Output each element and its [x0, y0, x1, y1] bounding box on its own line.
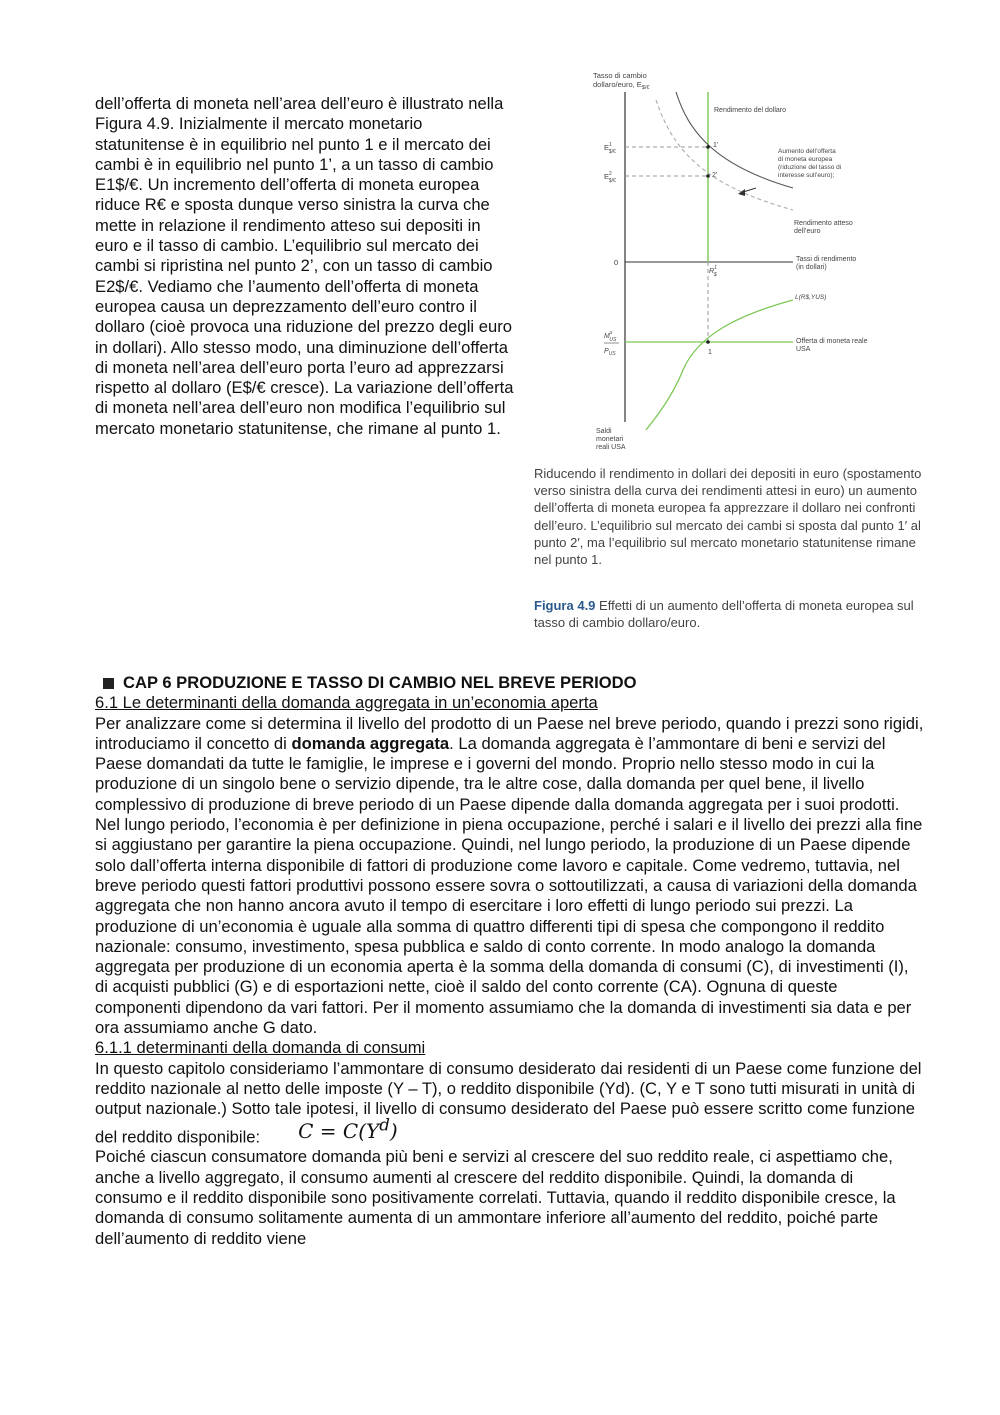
ms-label-sup: s	[609, 330, 613, 336]
label-tassi-2: (in dollari)	[796, 264, 827, 271]
chapter-section	[95, 673, 925, 1249]
label-aumento-1: Aumento dell’offerta	[778, 148, 836, 155]
e2-label-main: E	[604, 172, 610, 181]
e2-label-sup: 2	[609, 171, 612, 177]
label-aumento-2: di moneta europea	[778, 156, 833, 163]
label-saldi-2: monetari	[596, 436, 624, 443]
section-6-1-1-title: 6.1.1 determinanti della domanda di consumi	[95, 1038, 426, 1058]
label-saldi-3: reali USA	[596, 444, 626, 451]
consumption-formula	[298, 1115, 398, 1144]
formula-main: C = C(Y	[298, 1119, 380, 1144]
e2-label	[604, 171, 616, 184]
y-axis-label-1: Tasso di cambio	[593, 71, 647, 80]
label-offerta-2: USA	[796, 346, 811, 353]
figure-diagram	[588, 70, 928, 460]
e2-label-sub: $/€	[608, 178, 616, 184]
point-1-prime	[706, 145, 710, 149]
section-6-1-bold: domanda aggregata	[291, 733, 450, 753]
y-axis-label-2-main: dollaro/euro, E	[593, 80, 642, 89]
point-1	[706, 340, 710, 344]
e1-label-main: E	[604, 143, 610, 152]
chapter-title: CAP 6 PRODUZIONE E TASSO DI CAMBIO NEL BREVE PERIODO	[123, 673, 637, 692]
figure-caption: Riducendo il rendimento in dollari dei depositi in euro (spostamento verso sinistra della curva dei rendimenti attesi in euro) un aumento dell’offerta di moneta europea fa apprezzare il dollaro nei confronti dell’euro. L’equilibrio sul mercato dei cambi si sposta dal punto 1′ al punto 2′, ma l’equilibrio sul mercato monetario statunitense rimane nel punto 1.	[534, 466, 922, 568]
figure-title	[534, 597, 934, 631]
euro-return-curve-shifted	[656, 100, 793, 210]
label-offerta-1: Offerta di moneta reale	[796, 338, 868, 345]
e1-label	[604, 142, 616, 155]
formula-end: )	[389, 1119, 398, 1144]
section-6-1-body	[95, 714, 925, 1039]
rs-label-sup: 1	[714, 265, 717, 271]
rs-label	[709, 265, 717, 278]
formula-sup: d	[379, 1115, 390, 1135]
label-aumento-3: (riduzione del tasso di	[778, 164, 842, 171]
zero-label: 0	[614, 258, 619, 267]
y-axis-label-2-sub: $/€	[641, 85, 650, 91]
label-rendimento-dollaro: Rendimento del dollaro	[714, 107, 786, 114]
left-paragraph: dell’offerta di moneta nell’area dell’euro è illustrato nella Figura 4.9. Inizialmente il mercato monetario statunitense è in equilibrio nel punto 1 e il mercato dei cambi è in equilibrio nel punto 1’, a un tasso di cambio E1$/€. Un incremento dell’offerta di moneta europea riduce R€ e sposta dunque verso sinistra la curva che mette in relazione il rendimento atteso sui depositi in euro e il tasso di cambio. L’equilibrio sul mercato dei cambi si ripristina nel punto 2’, con un tasso di cambio E2$/€. Vediamo che l’aumento dell’offerta di moneta europea causa un deprezzamento dell’euro contro il dollaro (cioè provoca una riduzione del prezzo degli euro in dollari). Allo stesso modo, una diminuzione dell’offerta di moneta nell’area dell’euro porta l’euro ad apprezzarsi rispetto al dollaro (E$/€ cresce). La variazione dell’offerta di moneta nell’area dell’euro non modifica l’equilibrio sul mercato monetario statunitense, che rimane al punto 1.	[95, 94, 514, 438]
p-label-sub: US	[608, 351, 616, 357]
point-1-prime-label: 1’	[713, 142, 719, 149]
p-label-main: P	[604, 348, 609, 355]
left-column-text	[95, 94, 515, 439]
point-1-label: 1	[708, 349, 712, 356]
label-tassi-1: Tassi di rendimento	[796, 256, 857, 263]
section-6-1-1-body	[95, 1059, 925, 1148]
point-2-prime	[706, 174, 710, 178]
label-rend-euro-2: dell’euro	[794, 228, 821, 235]
p-label	[604, 348, 616, 357]
e1-label-sub: $/€	[608, 149, 616, 155]
shift-arrow-head	[738, 189, 745, 196]
point-2-prime-label: 2’	[712, 172, 718, 179]
label-aumento-4: interesse sull’euro);	[778, 172, 835, 179]
section-6-1-1-text: In questo capitolo consideriamo l’ammontare di consumo desiderato dai residenti di un Paese come funzione del reddito nazionale al netto delle imposte (Y – T), o reddito disponibile (Yd). (C, Y e T sono tutti misurati in unità di output nazionale.) Sotto tale ipotesi, il livello di consumo desiderato del Paese può essere scritto come funzione del reddito disponibile:	[95, 1058, 922, 1147]
ms-label-sub: US	[609, 337, 617, 343]
label-rend-euro-1: Rendimento atteso	[794, 220, 853, 227]
rs-label-sub: $	[713, 272, 717, 278]
figure-title-text: Effetti di un aumento dell’offerta di moneta europea sul tasso di cambio dollaro/euro.	[534, 598, 914, 631]
figure-number: Figura 4.9	[534, 598, 596, 613]
rs-label-main: R	[709, 268, 715, 275]
e1-label-sup: 1	[609, 142, 612, 148]
bullet-square-icon	[103, 678, 114, 689]
ms-label-main: M	[604, 333, 610, 340]
chapter-title-row	[95, 673, 925, 693]
section-6-1-1-body-2: Poiché ciascun consumatore domanda più beni e servizi al crescere del suo reddito reale, ci aspettiamo che, anche a livello aggregato, il consumo aumenti al crescere del reddito disponibile. Quindi, la domanda di consumo e il reddito disponibile sono positivamente correlati. Tuttavia, quando il reddito disponibile cresce, la domanda di consumo solitamente aumenta di un ammontare inferiore all’aumento del reddito, poiché parte dell’aumento di reddito viene	[95, 1147, 896, 1248]
section-6-1-text-a: Per analizzare come si determina il livello del prodotto di un Paese nel breve periodo, quando i prezzi sono rigidi, introduciamo il concetto di	[95, 713, 924, 753]
y-axis-label-2	[593, 80, 649, 91]
label-saldi-1: Saldi	[596, 428, 612, 435]
section-6-1-title: 6.1 Le determinanti della domanda aggregata in un’economia aperta	[95, 693, 598, 713]
section-6-1-text-b: . La domanda aggregata è l’ammontare di beni e servizi del Paese domandati da tutte le famiglie, le imprese e i governi del mondo. Proprio nello stesso modo in cui la produzione di un singolo bene o servizio dipende, tra le altre cose, dalla domanda per quel bene, il livello complessivo di produzione di breve periodo di un Paese dipende dalla domanda aggregata per i suoi prodotti. Nel lungo periodo, l’economia è per definizione in piena occupazione, perché i salari e il livello dei prezzi alla fine si aggiustano per garantire la piena occupazione. Quindi, nel lungo periodo, la produzione di un Paese dipende solo dall’offerta interna disponibile di fattori di produzione come lavoro e capitale. Come vedremo, tuttavia, nel breve periodo questi fattori produttivi possono essere sovra o sottoutilizzati, a causa di variazioni della domanda aggregata che non hanno ancora avuto il tempo di esercitare i loro effetti di lungo periodo sui prezzi. La produzione di un’economia è uguale alla somma di quattro differenti tipi di spesa che compongono il reddito nazionale: consumo, investimento, spesa pubblica e saldo di conto corrente. In modo analogo la domanda aggregata per produzione di un economia aperta è la somma della domanda di consumi (C), di investimenti (I), di acquisti pubblici (G) e di esportazioni nette, cioè il saldo del conto corrente (CA). Ognuna di queste componenti dipendono da vari fattori. Per il momento assumiamo che la domanda di investimenti sia data e per ora assumiamo anche G dato.	[95, 733, 923, 1038]
label-L: L(R$,YUS)	[795, 294, 827, 301]
ms-label	[604, 330, 617, 343]
money-demand-curve	[646, 300, 793, 430]
figure-4-9	[588, 70, 928, 460]
